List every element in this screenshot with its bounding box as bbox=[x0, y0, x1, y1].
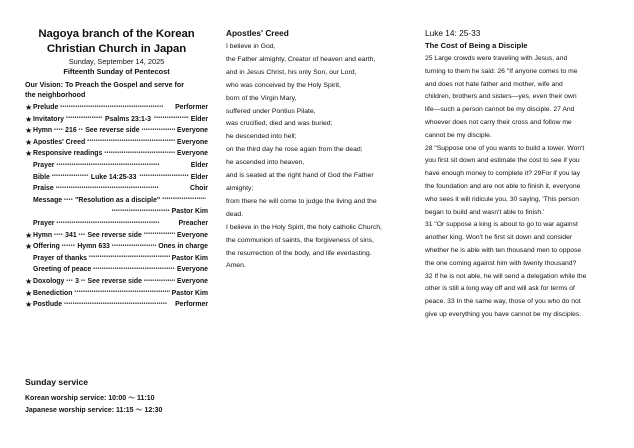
text-line: the communion of saints, the forgiveness of sins, bbox=[226, 236, 374, 244]
dot-leader bbox=[154, 113, 189, 125]
dot-leader bbox=[87, 136, 175, 148]
text-line: whoever does not carry their cross and follow me bbox=[425, 118, 572, 126]
standing-star-icon: ★ bbox=[25, 230, 33, 240]
dot-leader bbox=[89, 252, 170, 264]
text-line: and does not hate father and mother, wife and bbox=[425, 80, 563, 88]
standing-star-icon: ★ bbox=[25, 149, 33, 159]
text-line: who sees it will ridicule you, 30 saying, 'This person bbox=[425, 195, 579, 203]
order-item: ★ Apostles' Creed ••••• Everyone bbox=[25, 137, 208, 149]
text-line: I believe in God, bbox=[226, 43, 276, 50]
dot-leader bbox=[162, 194, 206, 206]
text-line: the Father almighty, Creator of heaven and earth, bbox=[226, 55, 376, 63]
church-name: Nagoya branch of the Korean Christian Church in Japan bbox=[38, 28, 195, 55]
text-line: Amen. bbox=[226, 262, 246, 270]
standing-star-icon: ★ bbox=[25, 300, 33, 310]
text-line: children, brothers and sisters—yes, even their own bbox=[425, 93, 577, 101]
church-vision: Our Vision: To Preach the Gospel and serve for the neighborhood bbox=[25, 81, 184, 99]
dot-leader: •••• bbox=[54, 127, 64, 134]
creed-column bbox=[226, 0, 413, 273]
dot-leader: •• bbox=[81, 277, 86, 284]
bulletin-column bbox=[25, 0, 208, 311]
text-line: I believe in the Holy Spirit, the holy catholic Church, bbox=[226, 223, 382, 231]
dot-leader: ••• bbox=[66, 277, 74, 284]
text-line: give up everything you have cannot be my disciples. bbox=[425, 310, 582, 318]
japanese-service-time: Japanese worship service: 11:15 〜 12:30 bbox=[25, 407, 163, 414]
text-line: have enough money to complete it? 29For if you lay bbox=[425, 170, 580, 178]
dot-leader bbox=[74, 287, 169, 299]
standing-star-icon: ★ bbox=[25, 114, 33, 124]
order-item: Prayer of thanks ••••• Pastor Kim bbox=[25, 253, 208, 265]
dot-leader bbox=[56, 183, 188, 195]
text-line: born of the Virgin Mary, bbox=[226, 94, 297, 102]
order-item: ★ Postlude ••••• Performer bbox=[25, 299, 208, 311]
dot-leader bbox=[56, 218, 176, 230]
text-line: he descended into hell; bbox=[226, 133, 297, 141]
text-line: and in Jesus Christ, his only Son, our Lord, bbox=[226, 68, 357, 76]
text-line: peace. 33 In the same way, those of you who do not bbox=[425, 298, 581, 306]
text-line: 31 "Or suppose a king is about to go to war against bbox=[425, 221, 578, 229]
text-line: on the third day he rose again from the dead; bbox=[226, 146, 363, 154]
dot-leader bbox=[52, 171, 88, 183]
order-item: ★ Hymn •••• 341 ••• See reverse side ••••• Everyone bbox=[25, 230, 208, 242]
order-item: Message •••• "Resolution as a disciple" ••••• bbox=[25, 195, 208, 207]
creed-text bbox=[226, 41, 413, 273]
order-item: ★ Invitatory ••••• Psalms 23:1-3 ••••• Elder bbox=[25, 114, 208, 126]
dot-leader: ••• bbox=[78, 231, 86, 238]
dot-leader bbox=[112, 241, 156, 253]
text-line: from there he will come to judge the living and the bbox=[226, 197, 377, 205]
order-item: ••••• Pastor Kim bbox=[25, 206, 208, 218]
scripture-column bbox=[425, 0, 613, 322]
text-line: and is seated at the right hand of God the Father bbox=[226, 172, 374, 180]
dot-leader bbox=[139, 171, 188, 183]
scripture-reference: Luke 14: 25-33 bbox=[425, 28, 481, 38]
text-line: suffered under Pontius Pilate, bbox=[226, 107, 316, 115]
text-line: began to build and wasn't able to finish.' bbox=[425, 208, 545, 216]
text-line: the one coming against him with twenty thousand? bbox=[425, 259, 577, 267]
order-item: ★ Offering •••••• Hymn 633 ••••• Ones in charge bbox=[25, 241, 208, 253]
text-line: cannot be my disciple. bbox=[425, 131, 492, 139]
dot-leader bbox=[142, 125, 175, 137]
liturgical-sunday: Fifteenth Sunday of Pentecost bbox=[63, 67, 170, 76]
text-line: another king. Won't he first sit down and consider bbox=[425, 234, 573, 242]
text-line: the resurrection of the body, and life everlasting. bbox=[226, 249, 372, 257]
order-item: Bible ••••• Luke 14:25-33 ••••• Elder bbox=[25, 172, 208, 184]
text-line: 28 "Suppose one of you wants to build a tower. Won't bbox=[425, 144, 585, 152]
order-item: Praise ••••• Choir bbox=[25, 183, 208, 195]
dot-leader bbox=[144, 229, 175, 241]
dot-leader bbox=[112, 206, 170, 218]
scripture-text bbox=[425, 53, 613, 322]
text-line: almighty; bbox=[226, 184, 254, 192]
text-line: dead. bbox=[226, 210, 244, 218]
standing-star-icon: ★ bbox=[25, 288, 33, 298]
scripture-title: The Cost of Being a Disciple bbox=[425, 41, 528, 50]
dot-leader bbox=[66, 113, 102, 125]
text-line: he ascended into heaven, bbox=[226, 159, 305, 167]
service-date: Sunday, September 14, 2025 bbox=[68, 57, 165, 66]
order-item: ★ Responsive readings ••••• Everyone bbox=[25, 148, 208, 160]
text-line: turning to them he said: 26 "If anyone comes to me bbox=[425, 67, 578, 75]
order-item: ★ Benediction ••••• Pastor Kim bbox=[25, 288, 208, 300]
text-line: 32 If he is not able, he will send a delegation while the bbox=[425, 272, 587, 280]
order-of-worship bbox=[25, 102, 208, 311]
standing-star-icon: ★ bbox=[25, 137, 33, 147]
text-line: you first sit down and estimate the cost to see if you bbox=[425, 157, 580, 165]
standing-star-icon: ★ bbox=[25, 126, 33, 136]
order-item: ★ Doxology ••• 3 •• See reverse side ••••• Everyone bbox=[25, 276, 208, 288]
dot-leader bbox=[93, 264, 175, 276]
standing-star-icon: ★ bbox=[25, 103, 33, 112]
korean-service-time: Korean worship service: 10:00 〜 11:10 bbox=[25, 395, 155, 402]
text-line: the foundation and are not able to finish it, everyone bbox=[425, 182, 581, 190]
standing-star-icon: ★ bbox=[25, 242, 33, 252]
text-line: 25 Large crowds were traveling with Jesus, and bbox=[425, 55, 568, 62]
dot-leader bbox=[144, 276, 175, 288]
dot-leader: •• bbox=[78, 127, 84, 134]
text-line: was crucified, died and was buried; bbox=[226, 120, 333, 128]
dot-leader bbox=[60, 102, 173, 114]
order-item: Greeting of peace ••••• Everyone bbox=[25, 264, 208, 276]
text-line: whether he is able with ten thousand men to oppose bbox=[425, 246, 582, 254]
order-item: ★ Hymn •••• 216 •• See reverse side ••••• Everyone bbox=[25, 125, 208, 137]
text-line: other is still a long way off and will ask for terms of bbox=[425, 285, 575, 293]
dot-leader: •••• bbox=[64, 196, 74, 203]
order-item: Prayer ••••• Elder bbox=[25, 160, 208, 172]
text-line: life—such a person cannot be my disciple. 27 And bbox=[425, 106, 575, 114]
dot-leader bbox=[104, 148, 175, 160]
creed-heading: Apostles' Creed bbox=[226, 28, 289, 38]
order-item: Prayer ••••• Preacher bbox=[25, 218, 208, 230]
dot-leader bbox=[64, 299, 173, 311]
text-line: who was conceived by the Holy Spirit, bbox=[226, 81, 341, 89]
dot-leader: •••• bbox=[54, 231, 64, 238]
standing-star-icon: ★ bbox=[25, 276, 33, 286]
sunday-service-heading: Sunday service bbox=[25, 377, 89, 387]
order-item: ★ Prelude ••••• Performer bbox=[25, 102, 208, 114]
dot-leader: •••••• bbox=[61, 243, 76, 250]
dot-leader bbox=[56, 160, 188, 172]
